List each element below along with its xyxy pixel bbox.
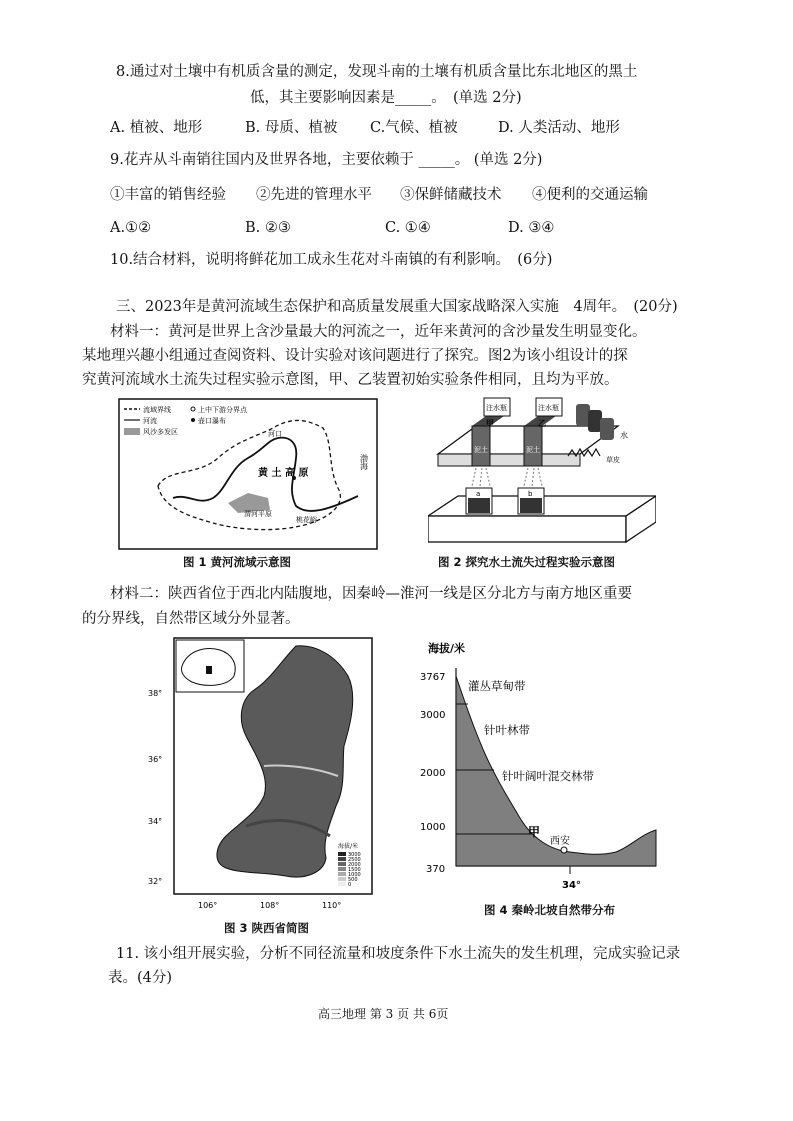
- label-jia: 甲: [528, 825, 541, 839]
- x-tick-34: 34°: [562, 880, 581, 891]
- q9-item-4: ④便利的交通运输: [532, 187, 648, 203]
- label-jia: 甲: [486, 419, 494, 428]
- lon-110: 110°: [322, 901, 342, 910]
- legend-hukou-falls: 壶口瀑布: [198, 417, 226, 425]
- q9-stem: 9.花卉从斗南销往国内及世界各地，主要依赖于 _____。 (单选 2分): [110, 152, 543, 168]
- fig4-caption: 图 4 秦岭北坡自然带分布: [484, 903, 616, 917]
- q11-stem-line2: 表。(4分): [108, 970, 173, 986]
- label-taohuayu: 桃花峪: [296, 516, 317, 524]
- label-yi: 乙: [538, 419, 546, 428]
- q8-option-a: A. 植被、地形: [110, 120, 203, 136]
- yellow-river-basin-map: [118, 398, 378, 550]
- material1-line1: 材料一：黄河是世界上含沙量最大的河流之一，近年来黄河的含沙量发生明显变化。: [110, 324, 647, 340]
- label-bohai: 渤海: [359, 454, 369, 470]
- q8-stem-line1: 8.通过对土壤中有机质含量的测定，发现斗南的土壤有机质含量比东北地区的黑土: [116, 64, 638, 80]
- label-soil-yi: 泥土: [526, 446, 540, 454]
- svg-text:1500: 1500: [348, 867, 361, 873]
- fig2-caption: 图 2 探究水土流失过程实验示意图: [438, 555, 616, 569]
- svg-text:3000: 3000: [348, 852, 361, 858]
- shaanxi-map: [146, 636, 376, 918]
- legend-basin-boundary: 流域界线: [143, 406, 171, 414]
- svg-text:1000: 1000: [348, 872, 361, 878]
- q9-item-3: ③保鲜储藏技术: [400, 187, 502, 203]
- zone-coniferous: 针叶林带: [484, 723, 530, 737]
- label-a: a: [476, 490, 481, 498]
- q10-stem: 10.结合材料，说明将鲜花加工成永生花对斗南镇的有利影响。 (6分): [110, 252, 553, 268]
- q9-item-1: ①丰富的销售经验: [110, 187, 226, 203]
- svg-text:2500: 2500: [348, 857, 361, 863]
- section3-title: 三、2023年是黄河流域生态保护和高质量发展重大国家战略深入实施 4周年。 (20分): [116, 299, 678, 315]
- label-xian: 西安: [550, 836, 570, 847]
- fig3-caption: 图 3 陕西省简图: [224, 921, 310, 935]
- label-hekou: 河口: [268, 430, 282, 438]
- q9-option-b: B. ②③: [245, 220, 291, 236]
- label-weihe-plain: 渭河平原: [244, 510, 272, 518]
- svg-text:500: 500: [348, 877, 358, 883]
- q9-option-c: C. ①④: [385, 220, 431, 236]
- y-tick-370: 370: [426, 864, 446, 875]
- q8-option-b: B. 母质、植被: [245, 120, 338, 136]
- soil-erosion-experiment: [428, 396, 656, 552]
- label-soil-jia: 泥土: [474, 446, 488, 454]
- label-bottle-yi: 注水瓶: [538, 404, 559, 412]
- y-tick-3000: 3000: [420, 710, 446, 721]
- legend-reach-point: 上中下游分界点: [198, 406, 247, 414]
- zone-mixed-forest: 针叶阔叶混交林带: [502, 769, 594, 783]
- lon-108: 108°: [260, 901, 280, 910]
- svg-text:2000: 2000: [348, 862, 361, 868]
- lat-36: 36°: [148, 755, 163, 764]
- fig1-caption: 图 1 黄河流域示意图: [183, 555, 292, 569]
- material2-line2: 的分界线，自然带区域分外显著。: [82, 611, 300, 627]
- q8-option-d: D. 人类活动、地形: [498, 120, 620, 136]
- elev-legend-title: 海拔/米: [338, 843, 359, 850]
- y-tick-1000: 1000: [420, 822, 446, 833]
- y-tick-2000: 2000: [420, 768, 446, 779]
- y-axis-title: 海拔/米: [428, 642, 466, 655]
- q9-option-d: D. ③④: [508, 220, 555, 236]
- label-loess-plateau: 黄 土 高 原: [258, 468, 309, 479]
- label-water: 水: [620, 431, 628, 440]
- q11-stem-line1: 11. 该小组开展实验，分析不同径流量和坡度条件下水土流失的发生机理，完成实验记录: [116, 946, 681, 962]
- lon-106: 106°: [198, 901, 218, 910]
- qinling-zone-chart: [420, 638, 660, 914]
- legend-sandstorm-area: 风沙多发区: [143, 428, 178, 436]
- material1-line3: 究黄河流域水土流失过程实验示意图，甲、乙装置初始实验条件相同，且均为平放。: [82, 372, 619, 388]
- material1-line2: 某地理兴趣小组通过查阅资料、设计实验对该问题进行了探究。图2为该小组设计的探: [82, 348, 628, 364]
- q9-item-2: ②先进的管理水平: [256, 187, 372, 203]
- material2-line1: 材料二：陕西省位于西北内陆腹地，因秦岭—淮河一线是区分北方与南方地区重要: [110, 586, 632, 602]
- label-bottle-jia: 注水瓶: [486, 404, 507, 412]
- zone-shrub-meadow: 灌丛草甸带: [468, 679, 526, 693]
- lat-34: 34°: [148, 817, 163, 826]
- q8-stem-line2: 低，其主要影响因素是_____。 (单选 2分): [250, 90, 522, 106]
- y-tick-3767: 3767: [420, 672, 446, 683]
- lat-32: 32°: [148, 877, 163, 886]
- q9-option-a: A.①②: [110, 220, 152, 236]
- svg-text:0: 0: [348, 882, 352, 888]
- legend-river: 河流: [143, 417, 157, 425]
- label-turf: 草皮: [606, 456, 620, 464]
- label-b: b: [528, 490, 533, 498]
- q8-option-c: C.气候、植被: [370, 120, 458, 136]
- lat-38: 38°: [148, 689, 163, 698]
- page-footer: 高三地理 第 3 页 共 6页: [318, 1007, 449, 1021]
